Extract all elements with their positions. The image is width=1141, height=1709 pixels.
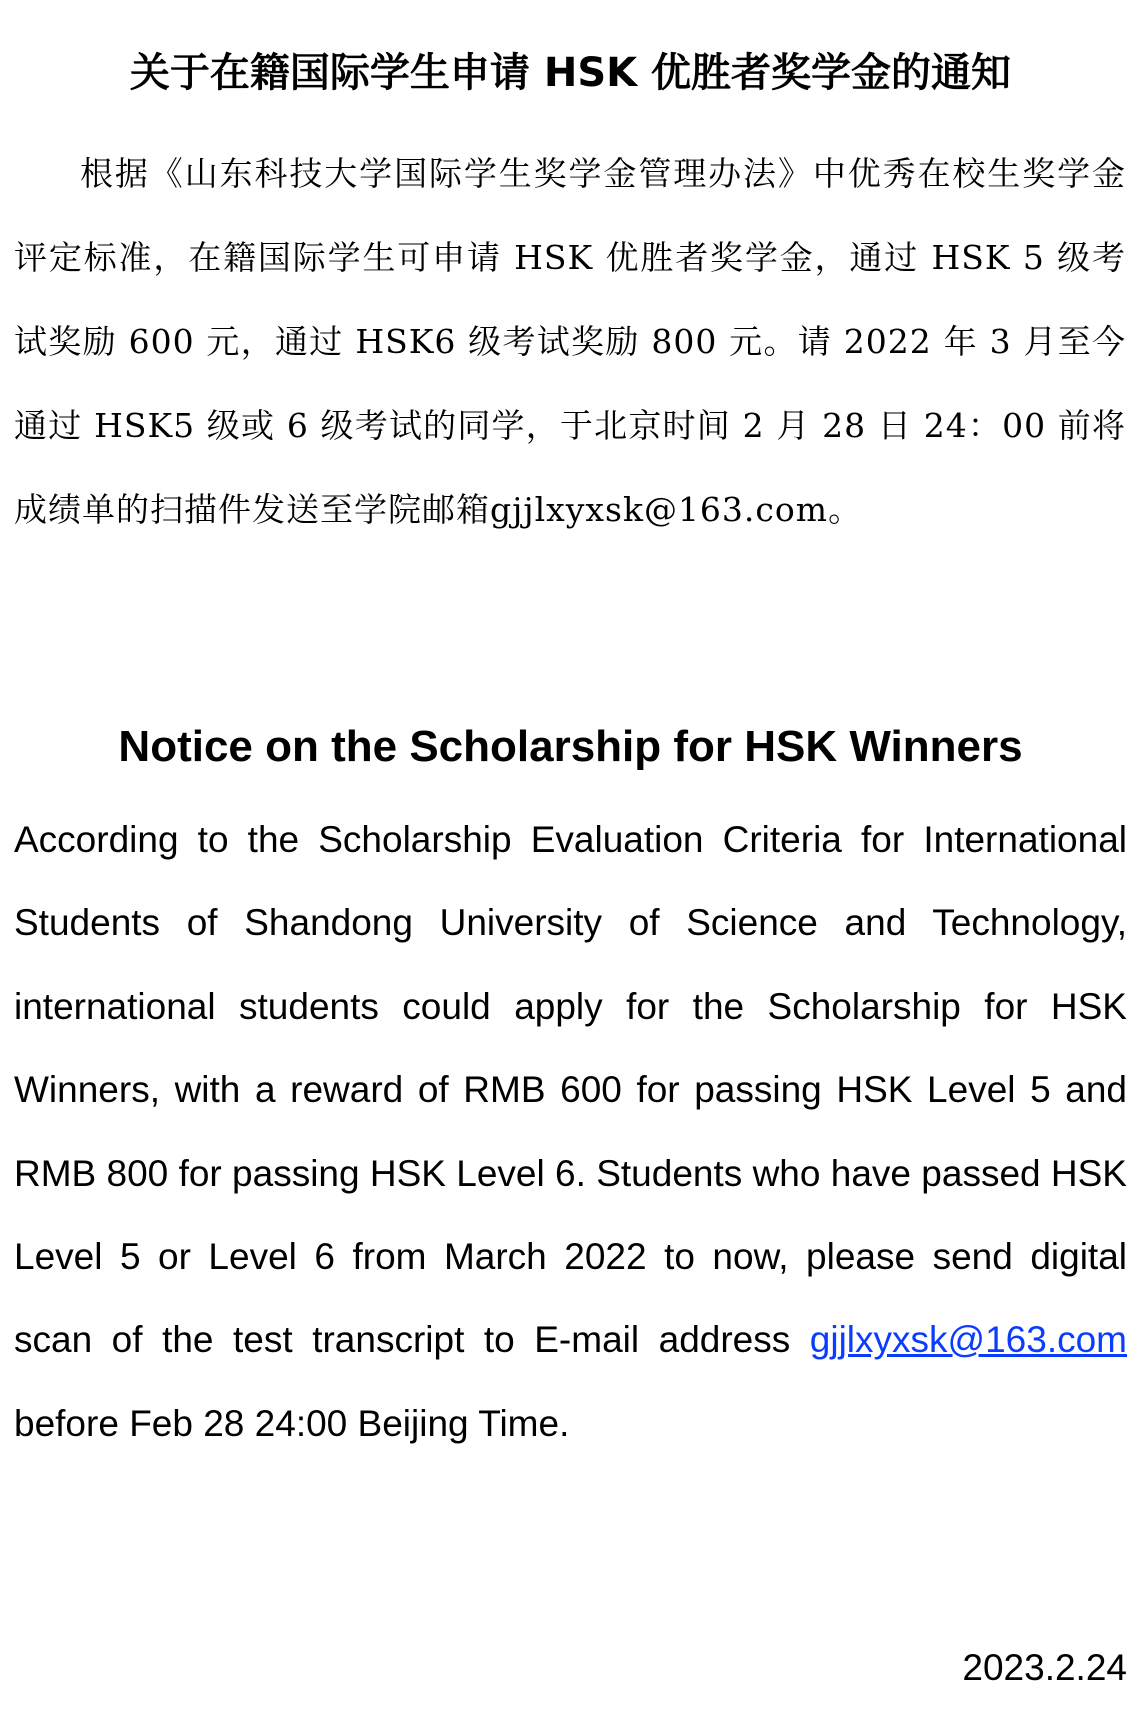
english-body-text-end: before Feb 28 24:00 Beijing Time.: [14, 1402, 570, 1444]
chinese-notice-title: 关于在籍国际学生申请 HSK 优胜者奖学金的通知: [129, 49, 1012, 96]
english-body-text: According to the Scholarship Evaluation Criteria for International Students of Shandong University of Science and Technology, international students could apply for the Scholarship for HSK Winners, with a reward of RMB 600 for passing HSK Level 5 and RMB 800 for passing HSK Level 6. Students who have passed HSK Level 5 or Level 6 from March 2022 to now, please send digital scan of the test transcript to E-mail address: [14, 819, 1127, 1361]
email-link[interactable]: gjjlxyxsk@163.com: [809, 1319, 1127, 1361]
notice-date: 2023.2.24: [962, 1647, 1127, 1688]
chinese-body-text: 根据《山东科技大学国际学生奖学金管理办法》中优秀在校生奖学金评定标准，在籍国际学生可申请 HSK 优胜者奖学金，通过 HSK 5 级考试奖励 600 元，通过 HSK6 级考试奖励 800 元。请 2022 年 3 月至今通过 HSK5 级或 6 级考试的同学，于北京时间 2 月 28 日 24：00 前将成绩单的扫描件发送至学院邮箱: [14, 154, 1126, 529]
chinese-notice-body: [14, 132, 1126, 552]
chinese-body-end: 。: [828, 490, 863, 529]
english-notice-title: Notice on the Scholarship for HSK Winners: [118, 721, 1023, 771]
chinese-body-email: gjjlxyxsk@163.com: [490, 490, 829, 529]
english-notice-body: [14, 798, 1127, 1465]
